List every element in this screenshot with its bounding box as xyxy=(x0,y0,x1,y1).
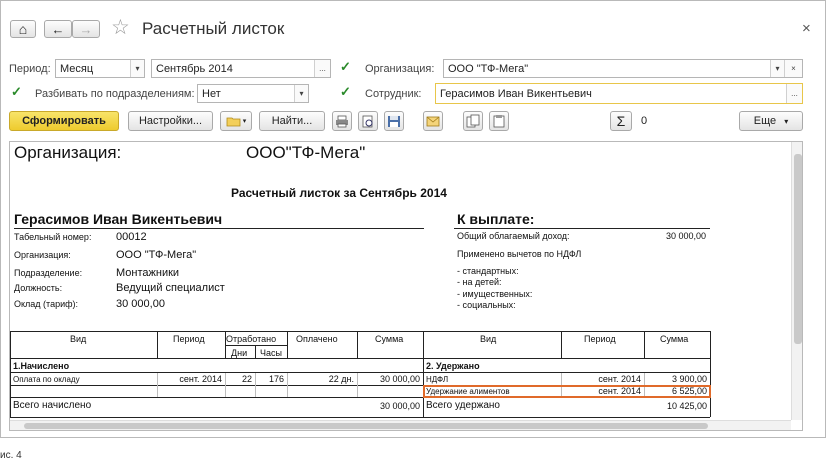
period-value: Месяц xyxy=(60,62,94,75)
preview-icon xyxy=(361,115,375,128)
ellipsis-button[interactable]: ... xyxy=(786,84,802,103)
printer-icon xyxy=(335,115,349,128)
employee-label: Сотрудник: xyxy=(365,88,422,100)
employee-name: Герасимов Иван Викентьевич xyxy=(14,211,223,227)
ellipsis-button[interactable]: ... xyxy=(314,60,330,77)
figure-caption: ис. 4 xyxy=(0,450,22,461)
accrued-period: сент. 2014 xyxy=(179,374,222,384)
deduction-item: - стандартных: xyxy=(457,266,519,276)
employee-field[interactable] xyxy=(435,83,803,104)
col-header-worked: Отработано xyxy=(226,334,277,344)
col-header-days: Дни xyxy=(231,348,248,358)
sigma-icon: Σ xyxy=(616,113,626,129)
close-icon[interactable]: × xyxy=(802,20,811,37)
col-header-hours: Часы xyxy=(260,348,282,358)
income-value: 30 000,00 xyxy=(665,231,706,241)
month-value: Сентябрь 2014 xyxy=(156,62,233,75)
window-title: Расчетный листок xyxy=(142,19,285,38)
table-border xyxy=(157,331,158,359)
income-label: Общий облагаемый доход: xyxy=(457,231,570,241)
home-icon: ⌂ xyxy=(18,21,28,37)
withheld-kind: Удержание алиментов xyxy=(426,387,510,396)
chevron-down-icon: ▾ xyxy=(242,118,247,125)
floppy-disk-icon xyxy=(387,115,401,128)
info-label: Подразделение: xyxy=(14,268,83,278)
split-value: Нет xyxy=(202,87,221,100)
chevron-down-icon[interactable]: ▾ xyxy=(294,85,308,102)
total-withheld-label: Всего удержано xyxy=(426,400,500,411)
folder-icon xyxy=(226,115,242,127)
paste-button[interactable] xyxy=(489,111,509,131)
print-button[interactable] xyxy=(332,111,352,131)
accrued-sum: 30 000,00 xyxy=(379,374,420,384)
more-button[interactable] xyxy=(739,111,803,131)
paste-document-icon xyxy=(492,114,506,128)
sum-button[interactable] xyxy=(610,111,632,131)
table-border xyxy=(255,345,256,359)
org-label: Организация: xyxy=(365,63,435,75)
scroll-thumb[interactable] xyxy=(794,154,802,344)
split-select[interactable] xyxy=(197,84,309,103)
deductions-label: Применено вычетов по НДФЛ xyxy=(457,249,582,259)
deduction-item: - социальных: xyxy=(457,300,516,310)
info-label: Должность: xyxy=(14,283,63,293)
preview-button[interactable] xyxy=(358,111,378,131)
info-value: 00012 xyxy=(116,231,147,243)
total-accrued-value: 30 000,00 xyxy=(379,401,420,411)
info-label: Табельный номер: xyxy=(14,232,92,242)
save-button[interactable] xyxy=(384,111,404,131)
table-border xyxy=(561,331,562,359)
table-border xyxy=(10,372,710,373)
cell-border xyxy=(255,373,256,397)
accrued-hours: 176 xyxy=(268,374,284,384)
col-header-kind-withheld: Вид xyxy=(480,334,497,344)
clear-icon[interactable]: × xyxy=(784,60,802,77)
forward-button[interactable] xyxy=(72,20,100,38)
info-label: Оклад (тариф): xyxy=(14,299,79,309)
total-accrued-label: Всего начислено xyxy=(13,400,92,411)
settings-button[interactable]: Настройки... xyxy=(128,111,213,131)
withheld-kind: НДФЛ xyxy=(426,375,449,384)
col-header-sum-withheld: Сумма xyxy=(660,334,689,344)
chevron-down-icon: ▾ xyxy=(784,116,789,126)
report-sheet[interactable] xyxy=(9,141,803,431)
report-title: Расчетный листок за Сентябрь 2014 xyxy=(231,186,447,200)
col-header-sum: Сумма xyxy=(375,334,404,344)
withheld-sum: 6 525,00 xyxy=(671,386,707,396)
chevron-down-icon[interactable]: ▾ xyxy=(770,60,784,77)
employee-checkbox[interactable]: ✓ xyxy=(340,84,351,99)
table-border xyxy=(287,331,288,359)
split-checkbox[interactable]: ✓ xyxy=(11,84,22,99)
accrued-paid: 22 дн. xyxy=(328,374,354,384)
info-value: Монтажники xyxy=(116,267,180,279)
period-select[interactable] xyxy=(55,59,145,78)
withheld-period: сент. 2014 xyxy=(598,386,641,396)
period-label: Период: xyxy=(9,63,51,75)
favorite-star-icon[interactable]: ☆ xyxy=(111,16,130,39)
accrued-section: 1.Начислено xyxy=(13,361,70,371)
payout-label: К выплате: xyxy=(457,211,535,227)
table-border xyxy=(10,331,11,417)
sum-value: 0 xyxy=(641,115,648,127)
arrow-left-icon: ← xyxy=(51,21,65,37)
cell-border xyxy=(225,373,226,397)
accrued-kind: Оплата по окладу xyxy=(13,375,80,384)
envelope-icon xyxy=(426,116,440,127)
accrued-days: 22 xyxy=(241,374,252,384)
col-header-kind: Вид xyxy=(70,334,87,344)
generate-button[interactable]: Сформировать xyxy=(9,111,119,131)
chevron-down-icon[interactable]: ▾ xyxy=(130,60,144,77)
col-header-period-withheld: Период xyxy=(584,334,616,344)
table-border xyxy=(10,417,710,418)
copy-document-icon xyxy=(466,114,480,128)
org-value: ООО "ТФ-Мега" xyxy=(448,62,529,75)
info-value: ООО "ТФ-Мега" xyxy=(116,249,197,261)
table-border xyxy=(644,331,645,359)
org-checkbox[interactable]: ✓ xyxy=(340,59,351,74)
info-value: Ведущий специалист xyxy=(116,282,225,294)
withheld-sum: 3 900,00 xyxy=(671,374,707,384)
send-email-button[interactable] xyxy=(423,111,443,131)
deduction-item: - на детей: xyxy=(457,277,502,287)
scroll-thumb[interactable] xyxy=(24,423,708,429)
table-border xyxy=(225,345,287,346)
col-header-paid: Оплачено xyxy=(296,334,338,344)
back-button[interactable] xyxy=(44,20,72,38)
split-label: Разбивать по подразделениям: xyxy=(35,88,195,100)
table-border xyxy=(10,358,710,359)
arrow-right-icon: → xyxy=(79,21,93,37)
table-border xyxy=(10,331,710,332)
report-org-value: ООО"ТФ-Мега" xyxy=(246,143,366,162)
org-select[interactable] xyxy=(443,59,803,78)
horizontal-scrollbar[interactable] xyxy=(10,420,791,430)
table-border xyxy=(357,331,358,359)
divider xyxy=(454,228,710,229)
table-border xyxy=(423,331,424,417)
table-border xyxy=(710,331,711,417)
cell-border xyxy=(287,373,288,397)
info-label: Организация: xyxy=(14,250,71,260)
employee-value: Герасимов Иван Викентьевич xyxy=(440,87,592,100)
month-field[interactable] xyxy=(151,59,331,78)
withheld-period: сент. 2014 xyxy=(598,374,641,384)
variant-button[interactable] xyxy=(220,111,252,131)
withheld-section: 2. Удержано xyxy=(426,361,480,371)
report-org-label: Организация: xyxy=(14,143,122,162)
vertical-scrollbar[interactable] xyxy=(791,142,803,420)
find-button[interactable]: Найти... xyxy=(259,111,325,131)
cell-border xyxy=(357,373,358,397)
col-header-period: Период xyxy=(173,334,205,344)
total-withheld-value: 10 425,00 xyxy=(666,401,707,411)
home-button[interactable] xyxy=(10,20,36,38)
deduction-item: - имущественных: xyxy=(457,289,533,299)
info-value: 30 000,00 xyxy=(116,298,165,310)
copy-button[interactable] xyxy=(463,111,483,131)
more-label: Еще xyxy=(753,115,777,127)
cell-border xyxy=(157,373,158,397)
divider xyxy=(14,228,424,229)
